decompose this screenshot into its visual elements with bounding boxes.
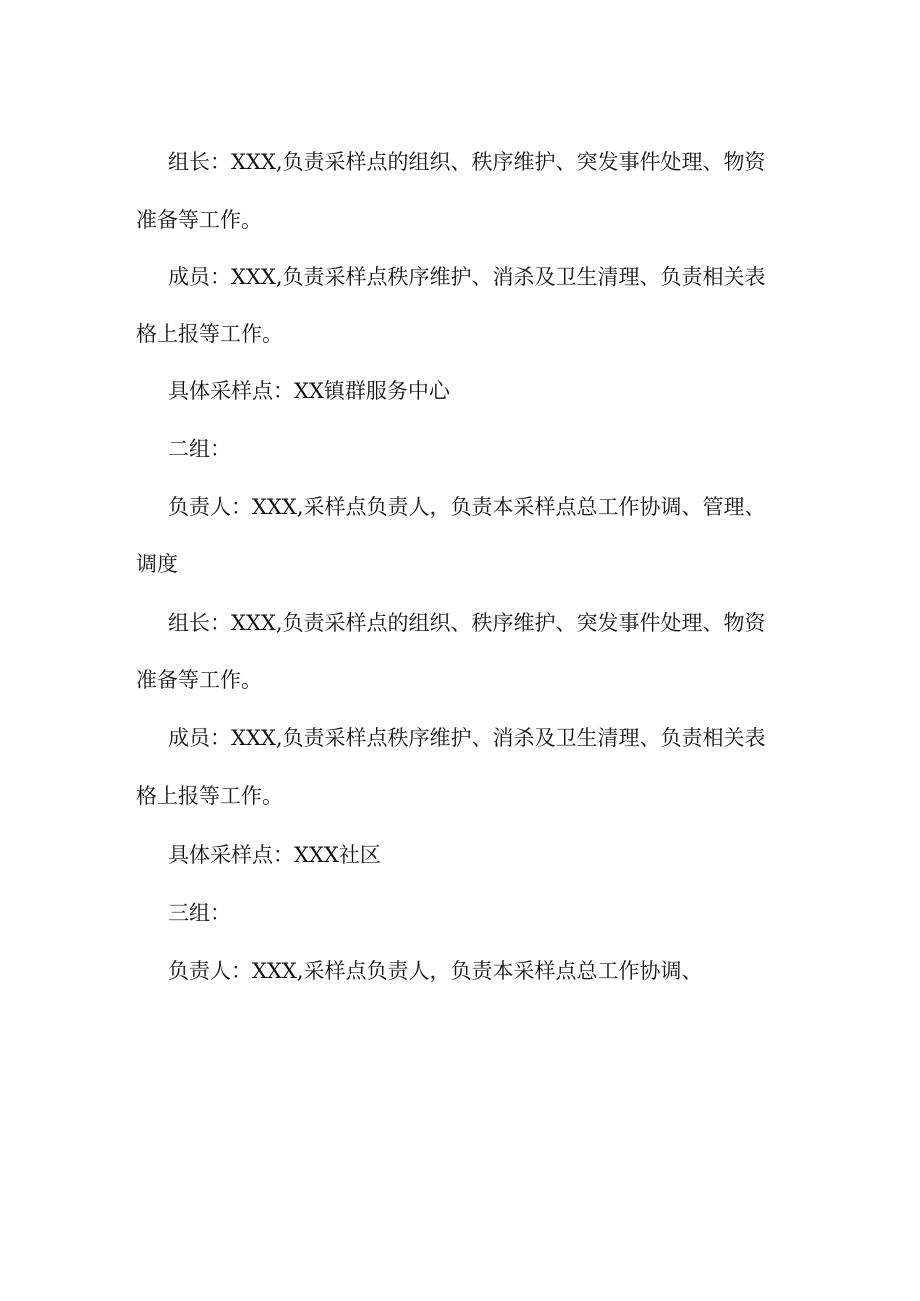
section-heading: 三组： — [168, 901, 231, 925]
paragraph-line: 准备等工作。 — [136, 208, 262, 232]
paragraph-line: 具体采样点：XX镇群服务中心 — [168, 379, 450, 403]
paragraph-line: 调度 — [136, 552, 178, 576]
paragraph-line: 组长：XXX,负责采样点的组织、秩序维护、突发事件处理、物资 — [168, 611, 766, 635]
paragraph-line: 成员：XXX,负责采样点秩序维护、消杀及卫生清理、负责相关表 — [168, 265, 766, 289]
paragraph-line: 组长：XXX,负责采样点的组织、秩序维护、突发事件处理、物资 — [168, 150, 766, 174]
paragraph-line: 成员：XXX,负责采样点秩序维护、消杀及卫生清理、负责相关表 — [168, 726, 766, 750]
paragraph-line: 负责人：XXX,采样点负责人，负责本采样点总工作协调、 — [168, 959, 703, 983]
paragraph-line: 格上报等工作。 — [136, 322, 283, 346]
paragraph-line: 格上报等工作。 — [136, 784, 283, 808]
paragraph-line: 具体采样点：XXX社区 — [168, 843, 381, 867]
paragraph-line: 准备等工作。 — [136, 668, 262, 692]
paragraph-line: 负责人：XXX,采样点负责人，负责本采样点总工作协调、管理、 — [168, 495, 766, 519]
section-heading: 二组： — [168, 437, 231, 461]
